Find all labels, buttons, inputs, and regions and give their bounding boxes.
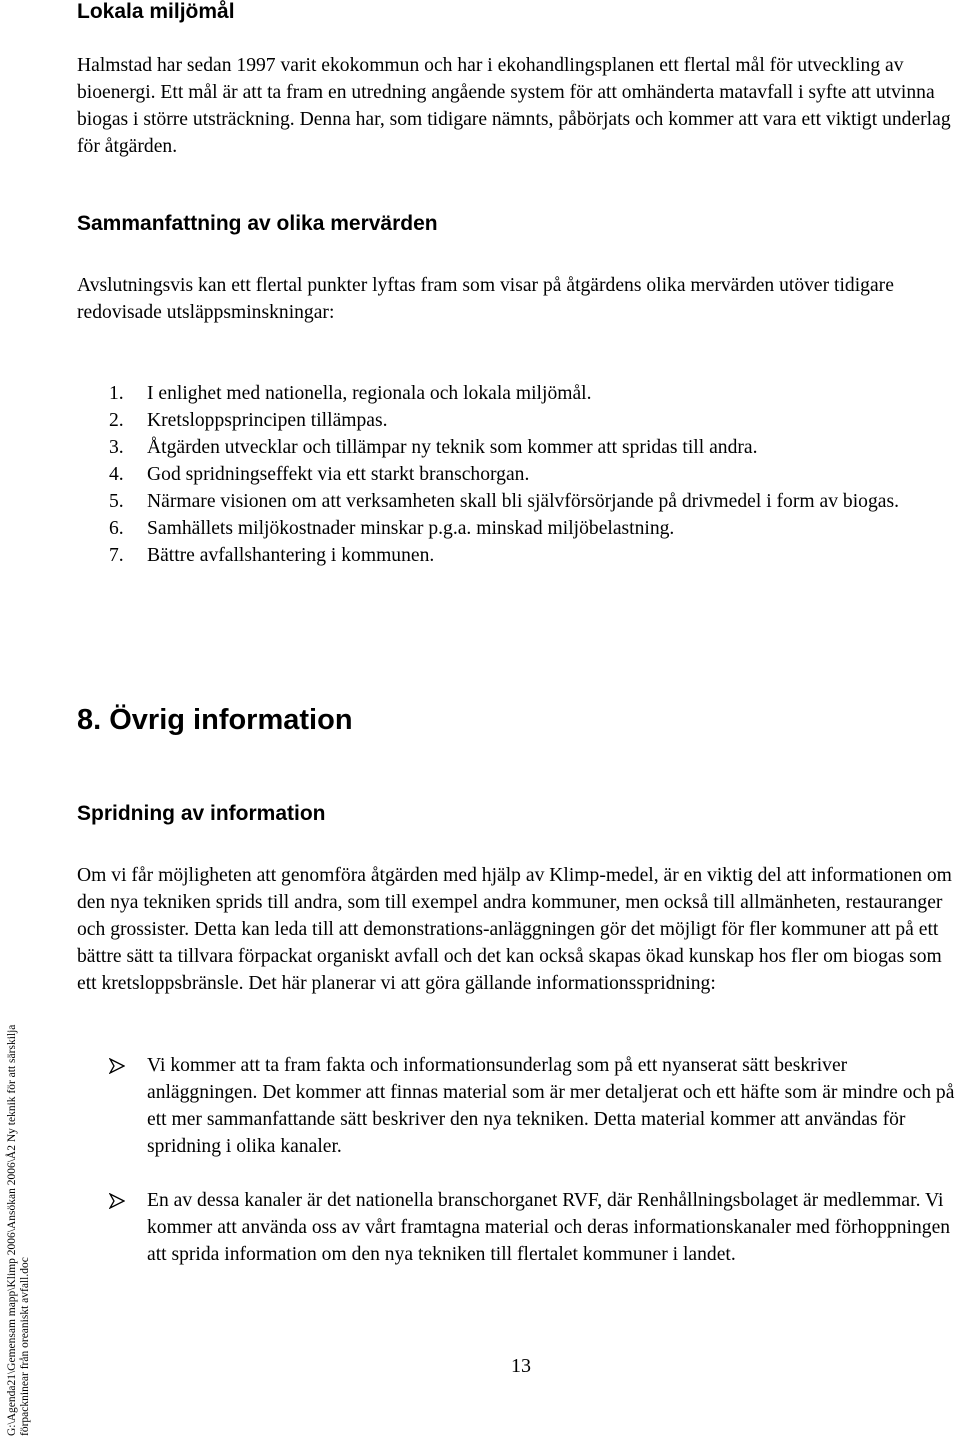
paragraph-sammanfattning: Avslutningsvis kan ett flertal punkter lyftas fram som visar på åtgärdens olika mervärden utöver tidigare redovisade utsläppsminskningar: xyxy=(77,275,894,323)
arrowhead-bullet-icon xyxy=(109,1193,125,1209)
heading-sammanfattning: Sammanfattning av olika mervärden xyxy=(77,212,438,235)
paragraph-spridning: Om vi får möjligheten att genomföra åtgärden med hjälp av Klimp-medel, är en viktig del att informationen om den nya tekniken sprids till andra, som till exempel andra kommuner, men också till allmänheten, restauranger och grossister. Detta kan leda till att demonstrations-anläggningen gör det möjligt för fler kommuner att på ett bättre sätt ta tillvara förpackat organiskt avfall och det kan också skapas ökad kunskap hos fler om biogas som ett kretsloppsbränsle. Det här planerar vi att göra gällande informationsspridning: xyxy=(77,865,952,994)
mervarden-list xyxy=(109,380,959,569)
list-number: 4. xyxy=(109,464,124,485)
heading-ovrig-information: 8. Övrig information xyxy=(77,704,353,736)
list-item xyxy=(109,407,959,434)
list-number: 3. xyxy=(109,437,124,458)
list-text: Samhällets miljökostnader minskar p.g.a. minskad miljöbelastning. xyxy=(147,518,675,539)
list-item xyxy=(109,1187,960,1268)
page-number: 13 xyxy=(511,1355,531,1377)
list-text: Bättre avfallshantering i kommunen. xyxy=(147,545,435,566)
list-text: Kretsloppsprincipen tillämpas. xyxy=(147,410,388,431)
list-item xyxy=(109,1052,960,1160)
arrowhead-bullet-icon xyxy=(109,1058,125,1074)
list-item xyxy=(109,380,959,407)
list-text: Åtgärden utvecklar och tillämpar ny teknik som kommer att spridas till andra. xyxy=(147,437,758,458)
list-text: Närmare visionen om att verksamheten skall bli självförsörjande på drivmedel i form av biogas. xyxy=(147,491,899,512)
bullet-text: En av dessa kanaler är det nationella branschorganet RVF, där Renhållningsbolaget är medlemmar. Vi kommer att använda oss av vårt framtagna material och deras informationskanaler med förhoppningen att sprida information om den nya tekniken till flertalet kommuner i landet. xyxy=(147,1190,951,1265)
heading-lokala-miljomal: Lokala miljömål xyxy=(77,0,235,23)
bullet-text: Vi kommer att ta fram fakta och informationsunderlag som på ett nyanserat sätt beskriver anläggningen. Det kommer att finnas material som är mer detaljerat och ett häfte som är mindre och på ett mer sammanfattande sätt beskriver den nya tekniken. Detta material kommer att användas för spridning i olika kanaler. xyxy=(147,1055,955,1157)
footer-path-line: förpackninear från oreaniskt avfall.doc xyxy=(19,1257,31,1436)
list-item xyxy=(109,434,959,461)
paragraph-lokala-miljomal: Halmstad har sedan 1997 varit ekokommun och har i ekohandlingsplanen ett flertal mål för utveckling av bioenergi. Ett mål är att ta fram en utredning angående system för att omhänderta matavfall i syfte att utvinna biogas i större utsträckning. Denna har, som tidigare nämnts, påbörjats och kommer att vara ett viktigt underlag för åtgärden. xyxy=(77,55,951,157)
heading-spridning: Spridning av information xyxy=(77,802,326,825)
list-text: God spridningseffekt via ett starkt branschorgan. xyxy=(147,464,530,485)
list-number: 5. xyxy=(109,491,124,512)
information-bullet-list xyxy=(109,1052,960,1268)
footer-path-line: G:\Agenda21\Gemensam mapp\Klimp 2006\Ansökan 2006\Å2 Ny teknik för att särskilja xyxy=(6,1024,18,1436)
list-item xyxy=(109,542,959,569)
list-number: 7. xyxy=(109,545,124,566)
list-item xyxy=(109,488,959,515)
list-number: 6. xyxy=(109,518,124,539)
list-item xyxy=(109,515,959,542)
list-number: 1. xyxy=(109,383,124,404)
footer-file-path xyxy=(6,996,38,1436)
list-number: 2. xyxy=(109,410,124,431)
list-item xyxy=(109,461,959,488)
list-text: I enlighet med nationella, regionala och lokala miljömål. xyxy=(147,383,592,404)
